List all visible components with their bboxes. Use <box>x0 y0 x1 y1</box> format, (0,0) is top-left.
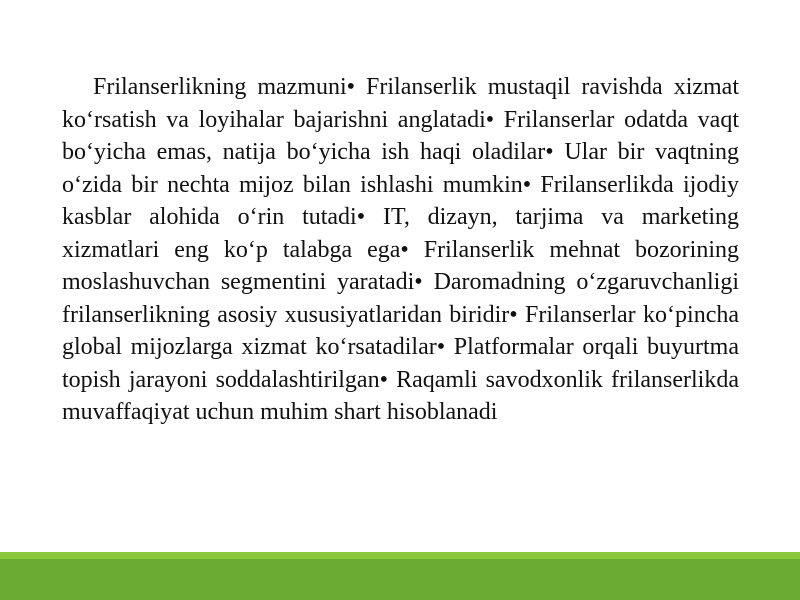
footer-bar <box>0 559 800 600</box>
footer-highlight-stripe <box>0 552 800 559</box>
slide-body-text: Frilanserlikning mazmuni• Frilanserlik mustaqil ravishda xizmat koʻrsatish va loyihalar bajarishni anglatadi• Frilanserlar odatda vaqt boʻyicha emas, natija boʻyicha ish haqi oladilar• Ular bir vaqtning oʻzida bir nechta mijoz bilan ishlashi mumkin• Frilanserlikda ijodiy kasblar alohida oʻrin tutadi• IT, dizayn, tarjima va marketing xizmatlari eng koʻp talabga ega• Frilanserlik mehnat bozorining moslashuvchan segmentini yaratadi• Daromadning oʻzgaruvchanligi frilanserlikning asosiy xususiyatlaridan biridir• Frilanserlar koʻpincha global mijozlarga xizmat koʻrsatadilar• Platformalar orqali buyurtma topish jarayoni soddalashtirilgan• Raqamli savodxonlik frilanserlikda muvaffaqiyat uchun muhim shart hisoblanadi <box>62 74 739 425</box>
